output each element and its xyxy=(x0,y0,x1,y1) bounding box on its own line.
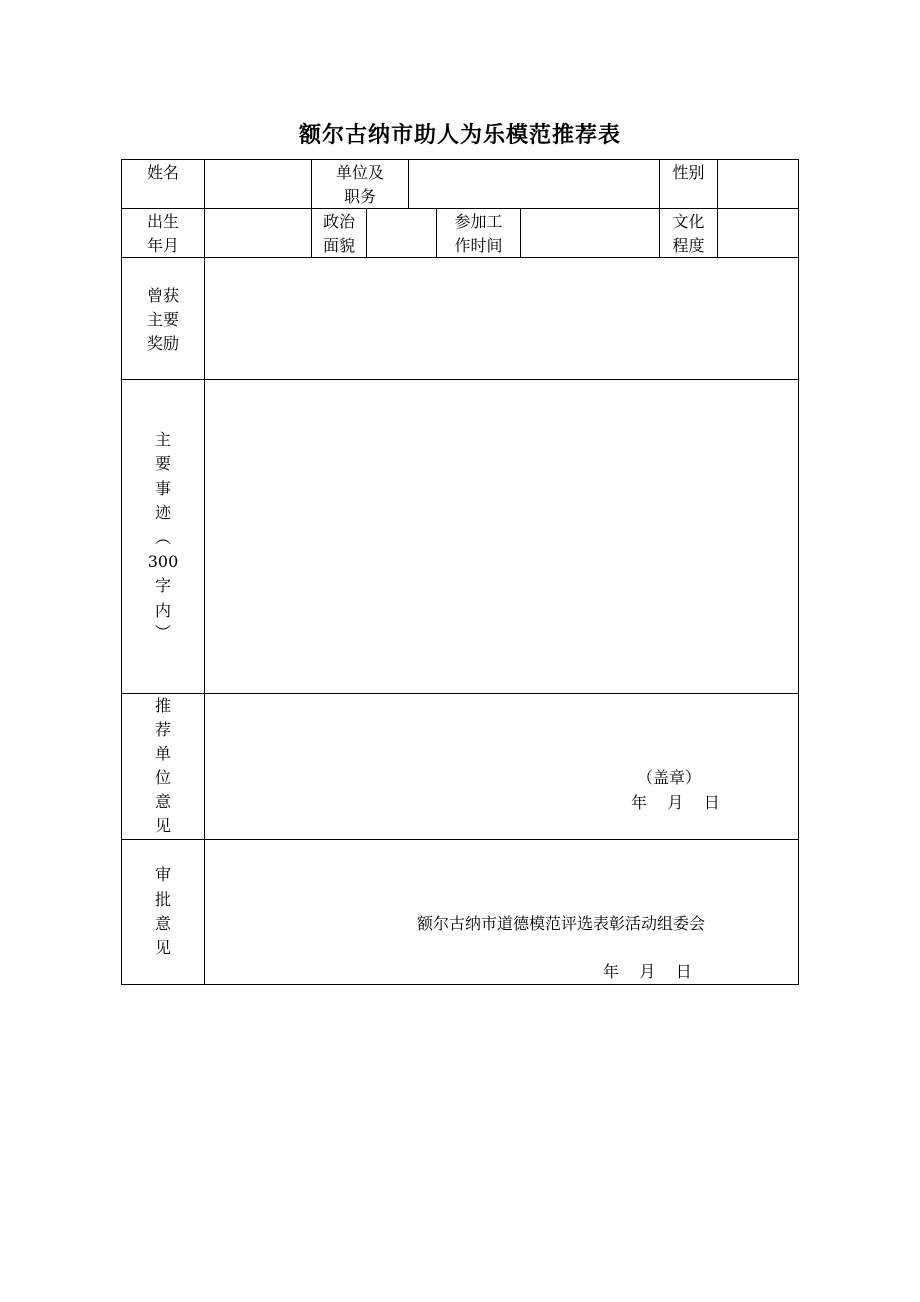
deeds-label-cell xyxy=(121,379,205,694)
recommend-seal-text: （盖章） xyxy=(637,768,702,787)
name-label: 姓名 xyxy=(146,163,179,182)
deeds-label-char6: 300 xyxy=(147,552,179,571)
political-label-line1: 政治 xyxy=(322,212,355,231)
birth-input-cell[interactable] xyxy=(204,208,312,258)
deeds-label-char8: 内 xyxy=(154,601,171,620)
political-input-cell[interactable] xyxy=(366,208,437,258)
awards-label-line2: 主要 xyxy=(146,310,179,329)
approval-label-char4: 见 xyxy=(154,938,171,957)
recommend-label-char5: 意 xyxy=(154,792,171,811)
approval-committee-text: 额尔古纳市道德模范评选表彰活动组委会 xyxy=(417,914,706,933)
awards-label-line1: 曾获 xyxy=(146,286,179,305)
awards-label-cell xyxy=(121,257,205,380)
gender-label-cell xyxy=(659,159,718,209)
recommend-date-text: 年 月 日 xyxy=(631,793,720,812)
unit-label-line1: 单位及 xyxy=(335,163,384,182)
political-label-cell xyxy=(311,208,367,258)
work-time-input-cell[interactable] xyxy=(520,208,660,258)
gender-label: 性别 xyxy=(672,163,705,182)
name-input-cell[interactable] xyxy=(204,159,312,209)
awards-input-cell[interactable] xyxy=(204,257,799,380)
work-time-label-cell xyxy=(436,208,521,258)
deeds-label-char4: 迹 xyxy=(154,503,171,522)
name-label-cell xyxy=(121,159,205,209)
recommend-label-cell xyxy=(121,693,205,840)
deeds-input-cell[interactable] xyxy=(204,379,799,694)
unit-label-line2: 职务 xyxy=(343,187,376,206)
approval-input-cell[interactable] xyxy=(204,839,799,985)
approval-label-cell xyxy=(121,839,205,985)
education-label-line2: 程度 xyxy=(672,236,705,255)
birth-label-line1: 出生 xyxy=(146,212,179,231)
gender-input-cell[interactable] xyxy=(717,159,799,209)
deeds-label-char2: 要 xyxy=(154,454,171,473)
birth-label-cell xyxy=(121,208,205,258)
recommend-label-char1: 推 xyxy=(154,696,171,715)
birth-label-line2: 年月 xyxy=(146,236,179,255)
work-time-label-line2: 作时间 xyxy=(454,236,503,255)
deeds-label-char5: ︵ xyxy=(154,528,171,547)
deeds-label-char3: 事 xyxy=(154,479,171,498)
deeds-label-char1: 主 xyxy=(154,430,171,449)
recommend-label-char2: 荐 xyxy=(154,720,171,739)
education-input-cell[interactable] xyxy=(717,208,799,258)
approval-label-char3: 意 xyxy=(154,914,171,933)
form-title: 额尔古纳市助人为乐模范推荐表 xyxy=(298,123,621,148)
approval-label-char1: 审 xyxy=(154,865,171,884)
education-label-line1: 文化 xyxy=(672,212,705,231)
awards-label-line3: 奖励 xyxy=(146,334,179,353)
approval-date-text: 年 月 日 xyxy=(603,962,692,981)
work-time-label-line1: 参加工 xyxy=(454,212,503,231)
unit-input-cell[interactable] xyxy=(408,159,660,209)
recommend-label-char4: 位 xyxy=(154,768,171,787)
deeds-label-char7: 字 xyxy=(154,576,171,595)
political-label-line2: 面貌 xyxy=(322,236,355,255)
recommend-label-char3: 单 xyxy=(154,744,171,763)
deeds-label-char9: ︶ xyxy=(154,623,171,642)
education-label-cell xyxy=(659,208,718,258)
unit-label-cell xyxy=(311,159,409,209)
approval-label-char2: 批 xyxy=(154,890,171,909)
recommend-label-char6: 见 xyxy=(154,816,171,835)
recommend-input-cell[interactable] xyxy=(204,693,799,840)
